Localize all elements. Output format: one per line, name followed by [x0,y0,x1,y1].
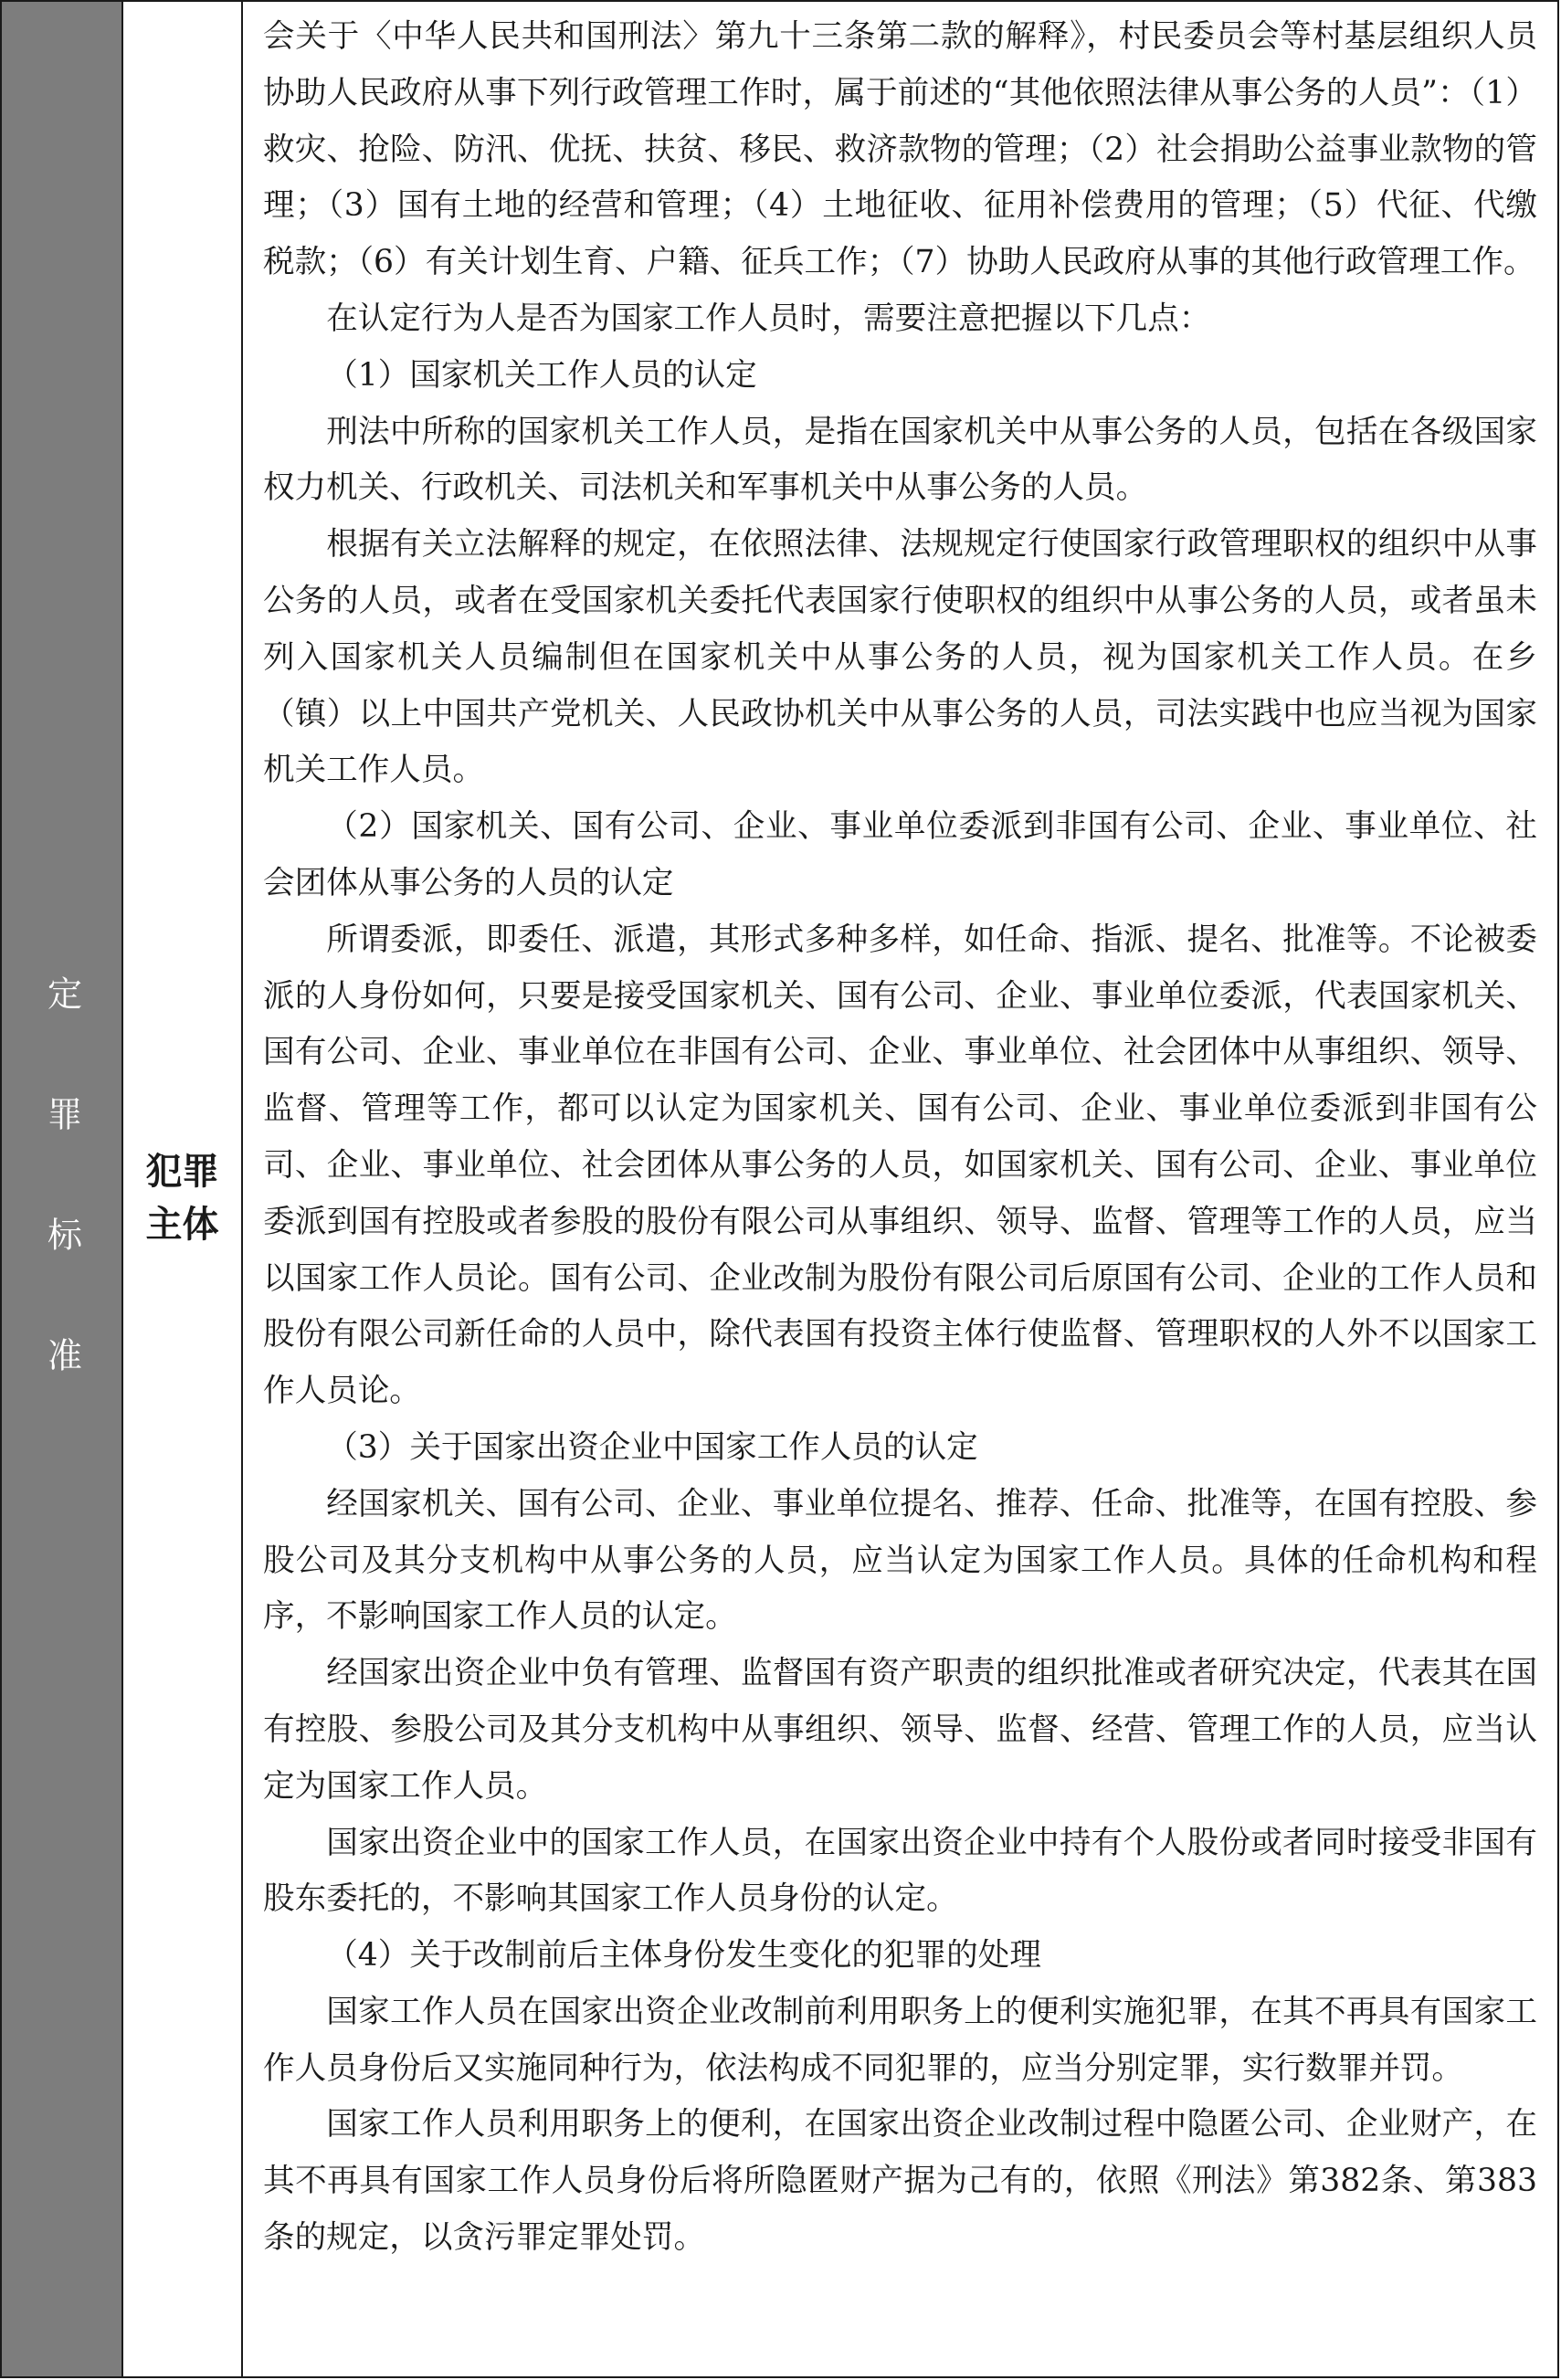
section-heading: （3）关于国家出资企业中国家工作人员的认定 [326,1428,978,1466]
section-heading: （4）关于改制前后主体身份发生变化的犯罪的处理 [326,1937,1041,1975]
category-label: 定罪标准 [41,975,82,1458]
paragraph: 国家出资企业中的国家工作人员，在国家出资企业中持有个人股份或者同时接受非国有股东委托的，不影响其国家工作人员身份的认定。 [263,1824,1537,1918]
category-cell [2,2,123,2376]
paragraph: 在认定行为人是否为国家工作人员时，需要注意把握以下几点： [326,300,1211,337]
paragraph: 国家工作人员在国家出资企业改制前利用职务上的便利实施犯罪，在其不再具有国家工作人员身份后又实施同种行为，依法构成不同犯罪的，应当分别定罪，实行数罪并罚。 [263,1993,1537,2087]
subcategory-cell [123,2,243,2376]
content-cell [243,2,1557,2376]
paragraph: 刑法中所称的国家机关工作人员，是指在国家机关中从事公务的人员，包括在各级国家权力机关、行政机关、司法机关和军事机关中从事公务的人员。 [263,413,1537,507]
paragraph: 根据有关立法解释的规定，在依照法律、法规规定行使国家行政管理职权的组织中从事公务的人员，或者在受国家机关委托代表国家行使职权的组织中从事公务的人员，或者虽未列入国家机关人员编制但在国家机关中从事公务的人员，视为国家机关工作人员。在乡（镇）以上中国共产党机关、人民政协机关中从事公务的人员，司法实践中也应当视为国家机关工作人员。 [263,526,1537,789]
section-heading: （2）国家机关、国有公司、企业、事业单位委派到非国有公司、企业、事业单位、社会团体从事公务的人员的认定 [263,808,1537,901]
paragraph: 经国家机关、国有公司、企业、事业单位提名、推荐、任命、批准等，在国有控股、参股公司及其分支机构中从事公务的人员，应当认定为国家工作人员。具体的任命机构和程序，不影响国家工作人员的认定。 [263,1485,1537,1636]
paragraph: 经国家出资企业中负有管理、监督国有资产职责的组织批准或者研究决定，代表其在国有控股、参股公司及其分支机构中从事组织、领导、监督、经营、管理工作的人员，应当认定为国家工作人员。 [263,1655,1537,1805]
paragraph: 会关于〈中华人民共和国刑法〉第九十三条第二款的解释》，村民委员会等村基层组织人员协助人民政府从事下列行政管理工作时，属于前述的“其他依照法律从事公务的人员”：（1）救灾、抢险、防汛、优抚、扶贫、移民、救济款物的管理；（2）社会捐助公益事业款物的管理；（3）国有土地的经营和管理；（4）土地征收、征用补偿费用的管理；（5）代征、代缴税款；（6）有关计划生育、户籍、征兵工作；（7）协助人民政府从事的其他行政管理工作。 [263,18,1537,281]
paragraph: 国家工作人员利用职务上的便利，在国家出资企业改制过程中隐匿公司、企业财产，在其不再具有国家工作人员身份后将所隐匿财产据为己有的，依照《刑法》第382条、第383条的规定，以贪污罪定罪处罚。 [263,2106,1537,2257]
section-heading: （1）国家机关工作人员的认定 [326,356,757,394]
paragraph: 所谓委派，即委任、派遣，其形式多种多样，如任命、指派、提名、批准等。不论被委派的人身份如何，只要是接受国家机关、国有公司、企业、事业单位委派，代表国家机关、国有公司、企业、事业单位在非国有公司、企业、事业单位、社会团体中从事组织、领导、监督、管理等工作，都可以认定为国家机关、国有公司、企业、事业单位委派到非国有公司、企业、事业单位、社会团体从事公务的人员，如国家机关、国有公司、企业、事业单位委派到国有控股或者参股的股份有限公司从事组织、领导、监督、管理等工作的人员，应当以国家工作人员论。国有公司、企业改制为股份有限公司后原国有公司、企业的工作人员和股份有限公司新任命的人员中，除代表国有投资主体行使监督、管理职权的人外不以国家工作人员论。 [263,921,1537,1410]
subcategory-label: 犯罪主体 [145,1151,219,1246]
